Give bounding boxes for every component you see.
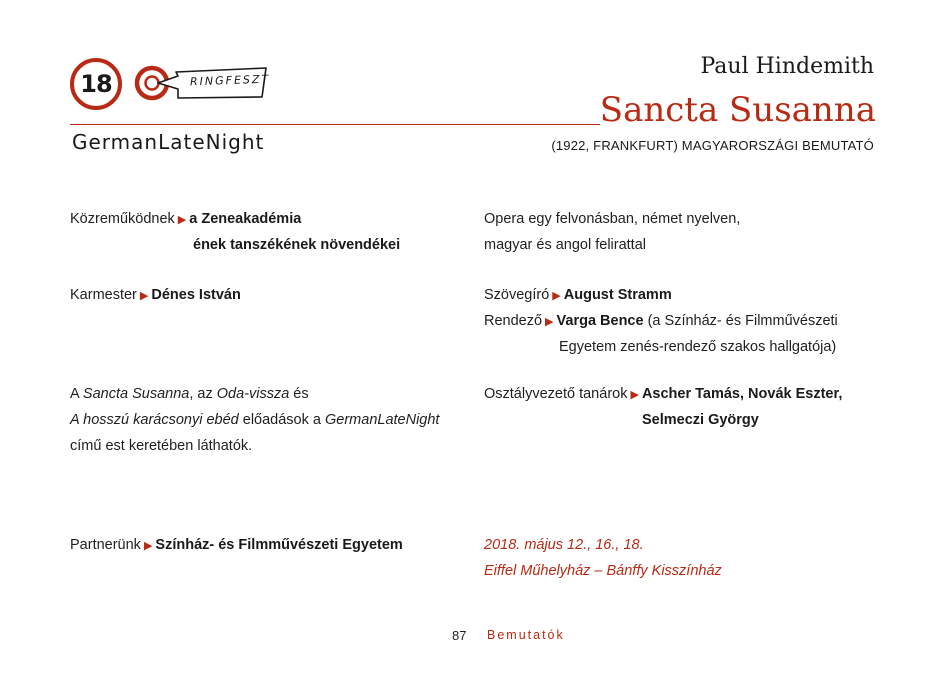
director-row: [484, 308, 838, 335]
note-title-sancta-susanna: Sancta Susanna: [82, 386, 190, 402]
ringfeszt-logo: [132, 62, 272, 109]
note-text: , az: [189, 386, 217, 402]
performance-dates: 2018. május 12., 16., 18.: [484, 537, 644, 553]
director-note1: (a Színház- és Filmművészeti: [643, 313, 838, 329]
participants-label: Közreműködnek: [70, 211, 175, 227]
arrow-icon: ▶: [545, 316, 554, 328]
header-divider: [70, 124, 600, 125]
note-text: és: [289, 386, 309, 402]
ringfeszt-logo-text: RINGFESZT: [189, 72, 271, 89]
librettist-row: [484, 282, 672, 309]
age-rating-text: 18: [80, 70, 112, 98]
director-note2: Egyetem zenés-rendező szakos hallgatója): [559, 339, 837, 355]
arrow-icon: ▶: [552, 290, 561, 302]
premiere-note: (1922, FRANKFURT) MAGYARORSZÁGI BEMUTATÓ: [551, 138, 874, 153]
note-text: A: [70, 386, 83, 402]
note-title-oda-vissza: Oda-vissza: [216, 386, 290, 402]
teachers-row: [484, 381, 842, 408]
director-label: Rendező: [484, 313, 543, 329]
description-line1: Opera egy felvonásban, német nyelven,: [484, 211, 741, 227]
arrow-icon: ▶: [139, 290, 149, 302]
participants-line1: a Zeneakadémia: [189, 211, 302, 227]
composer-name: Paul Hindemith: [700, 54, 874, 79]
participants-line2: ének tanszékének növendékei: [193, 237, 401, 253]
partner-row: [70, 532, 403, 559]
work-title: Sancta Susanna: [599, 90, 876, 130]
librettist-label: Szövegíró: [484, 287, 550, 303]
note-line1: [70, 381, 309, 407]
teachers-label: Osztályvezető tanárok: [484, 386, 628, 402]
series-title: GermanLateNight: [72, 130, 265, 154]
partner-name: Színház- és Filmművészeti Egyetem: [155, 537, 403, 553]
partner-label: Partnerünk: [70, 537, 141, 553]
page-number: 87: [452, 628, 467, 643]
note-title-germanlatenight: GermanLateNight: [325, 412, 440, 428]
note-line2: [70, 407, 439, 433]
performance-venue: Eiffel Műhelyház – Bánffy Kisszínház: [484, 563, 722, 579]
description-line2: magyar és angol felirattal: [484, 237, 646, 253]
conductor-label: Karmester: [70, 287, 137, 303]
arrow-icon: ▶: [177, 214, 187, 226]
note-title-karacsonyi-ebed: A hosszú karácsonyi ebéd: [70, 412, 239, 428]
note-line3: című est keretében láthatók.: [70, 438, 253, 454]
note-text: előadások a: [238, 412, 325, 428]
participants-row: [70, 206, 301, 233]
section-name: Bemutatók: [487, 628, 565, 642]
teachers-line1: Ascher Tamás, Novák Eszter,: [641, 386, 843, 402]
teachers-line2: Selmeczi György: [642, 412, 759, 428]
arrow-icon: ▶: [630, 389, 639, 401]
conductor-name: Dénes István: [151, 287, 241, 303]
age-rating-badge: [70, 58, 122, 110]
director-name: Varga Bence: [556, 313, 644, 329]
conductor-row: [70, 282, 241, 309]
librettist-name: August Stramm: [563, 287, 672, 303]
arrow-icon: ▶: [143, 540, 153, 552]
